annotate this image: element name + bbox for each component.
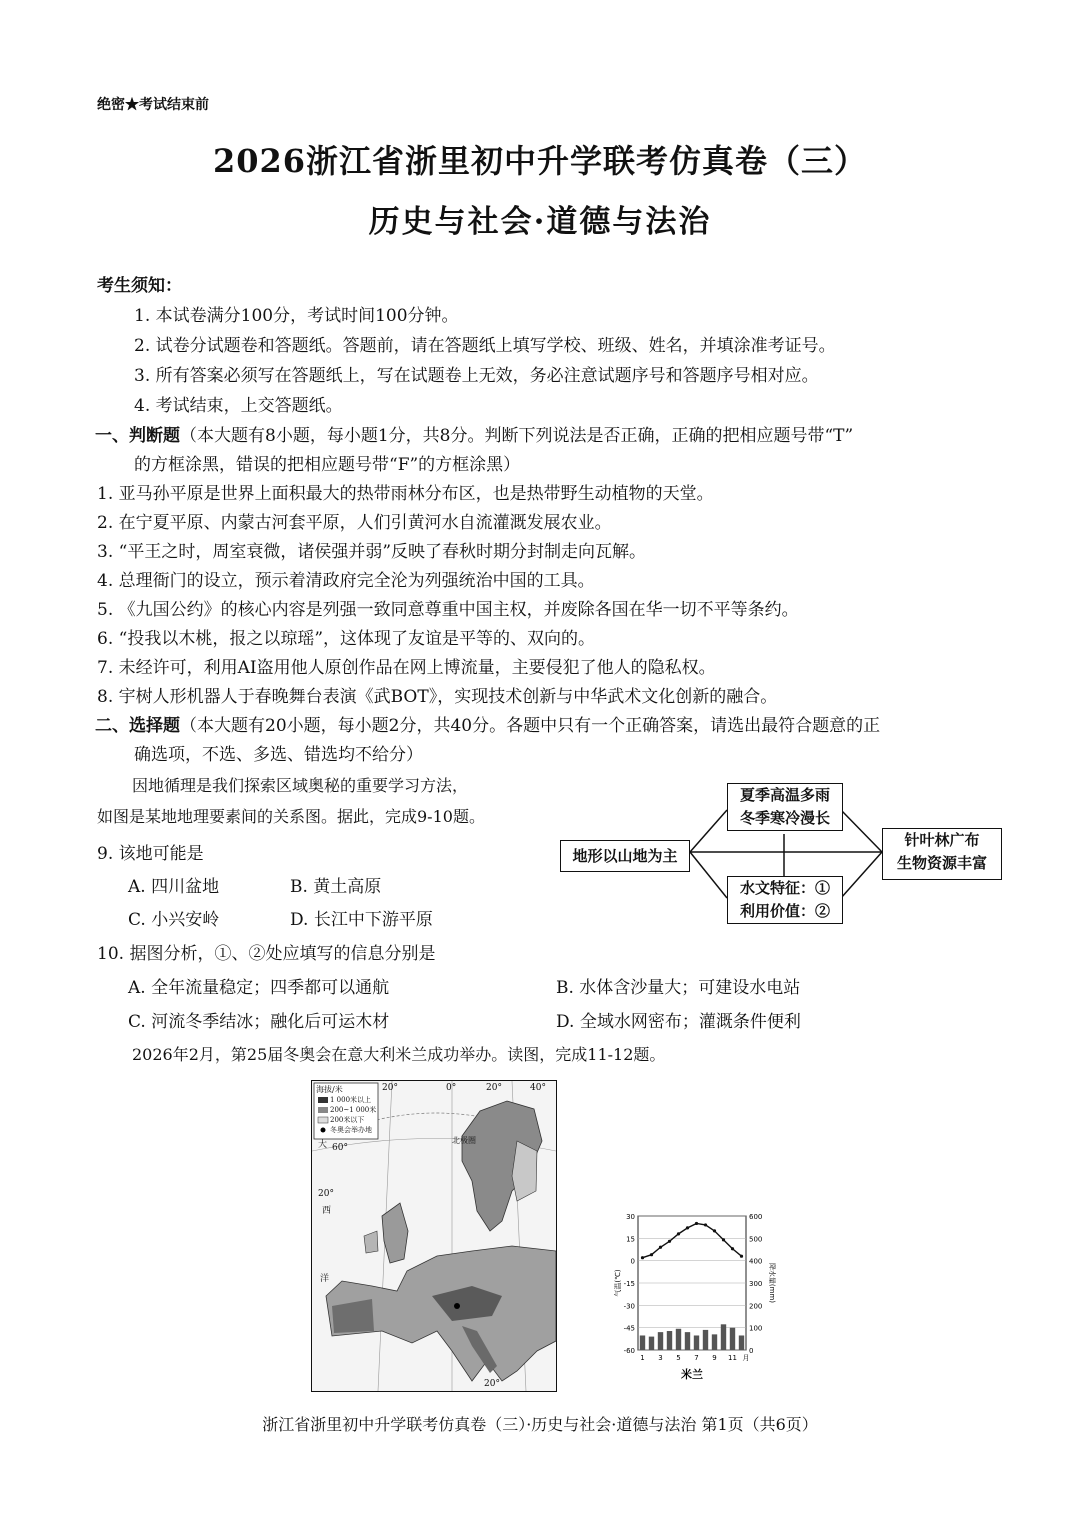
precip-bar xyxy=(703,1330,708,1350)
judge-item: 6. “投我以木桃，报之以琼瑶”，这体现了友谊是平等的、双向的。 xyxy=(97,629,596,649)
precip-bar xyxy=(721,1324,726,1350)
q9-option-b: B. 黄土高原 xyxy=(290,877,382,897)
precip-bar xyxy=(739,1335,744,1350)
diagram-climate-line: 夏季高温多雨 xyxy=(739,786,830,804)
temp-point xyxy=(668,1240,671,1243)
left-tick-label: 15 xyxy=(626,1235,635,1244)
diagram-climate-box xyxy=(727,783,843,831)
diagram-hydrology-box xyxy=(727,876,843,924)
page-footer: 浙江省浙里初中升学联考仿真卷（三）·历史与社会·道德与法治 第1页（共6页） xyxy=(262,1415,818,1434)
temp-point xyxy=(677,1232,680,1235)
right-tick-label: 0 xyxy=(749,1347,754,1355)
x-tick-label: 11 xyxy=(728,1354,737,1362)
map-lon-label: 20° xyxy=(486,1083,502,1093)
map-lat-label: 60° xyxy=(332,1143,348,1153)
y-axis-label-left: 气温(℃) xyxy=(614,1269,622,1297)
map-legend-item: 1 000米以上 xyxy=(330,1096,372,1104)
precip-bar xyxy=(658,1332,663,1350)
map-legend-item: 冬奥会举办地 xyxy=(330,1126,372,1134)
y-axis-label-right: 降水量(mm) xyxy=(768,1262,776,1304)
map-lon-label: 20° xyxy=(382,1083,398,1093)
exam-subject: 历史与社会·道德与法治 xyxy=(368,204,712,240)
x-tick-label: 5 xyxy=(676,1354,681,1362)
temp-point xyxy=(641,1256,644,1259)
left-tick-label: -30 xyxy=(623,1302,635,1311)
precip-bar xyxy=(640,1335,645,1350)
right-tick-label: 400 xyxy=(749,1257,763,1266)
q9-option-c: C. 小兴安岭 xyxy=(128,910,220,930)
q9-option-d: D. 长江中下游平原 xyxy=(290,910,433,930)
precip-bar xyxy=(712,1334,717,1350)
precip-bar xyxy=(649,1337,654,1350)
diagram-vegetation-line: 针叶林广布 xyxy=(904,831,980,849)
q9-intro-cont: 如图是某地地理要素间的关系图。据此，完成9-10题。 xyxy=(97,807,485,826)
map-ocean-label: 洋 xyxy=(320,1274,330,1284)
right-tick-label: 300 xyxy=(749,1280,763,1288)
judge-item: 2. 在宁夏平原、内蒙古河套平原，人们引黄河水自流灌溉发展农业。 xyxy=(97,513,612,533)
diagram-vegetation-box xyxy=(882,828,1002,880)
map-ocean-label: 西 xyxy=(322,1206,332,1216)
precip-bar xyxy=(685,1332,690,1350)
right-tick-label: 100 xyxy=(749,1324,763,1333)
precip-bar xyxy=(676,1329,681,1350)
diagram-climate-line: 冬季寒冷漫长 xyxy=(739,809,830,827)
confidential-mark: 绝密★考试结束前 xyxy=(97,97,209,113)
chart-title: 米兰 xyxy=(681,1368,703,1381)
diagram-hydrology-line: 利用价值：② xyxy=(739,902,830,920)
map-ocean-label: 大 xyxy=(318,1140,328,1150)
left-tick-label: 0 xyxy=(630,1257,635,1266)
temp-point xyxy=(650,1253,653,1256)
temp-point xyxy=(713,1229,716,1232)
temp-point xyxy=(740,1255,743,1258)
section1-header xyxy=(95,424,853,448)
notice-item: 3. 所有答案必须写在答题纸上，写在试题卷上无效，务必注意试题序号和答题序号相对应。 xyxy=(134,366,819,386)
notice-heading: 考生须知： xyxy=(97,276,182,296)
q11-intro: 2026年2月，第25届冬奥会在意大利米兰成功举办。读图，完成11-12题。 xyxy=(132,1045,666,1064)
notice-item: 2. 试卷分试题卷和答题纸。答题前，请在答题纸上填写学校、班级、姓名，并填涂准考证号。 xyxy=(134,336,836,356)
section1-desc: （本大题有8小题，每小题1分，共8分。判断下列说法是否正确，正确的把相应题号带“T” xyxy=(180,426,854,446)
map-lat-label: 20° xyxy=(318,1189,334,1199)
climate-chart-svg xyxy=(610,1208,780,1398)
section2-desc-cont: 确选项，不选、多选、错选均不给分） xyxy=(134,745,423,765)
map-lon-label: 40° xyxy=(530,1083,546,1093)
section2-desc: （本大题有20小题，每小题2分，共40分。各题中只有一个正确答案，请选出最符合题意的正 xyxy=(180,716,881,736)
milan-climate-chart xyxy=(610,1208,780,1398)
exam-title: 2026浙江省浙里初中升学联考仿真卷（三） xyxy=(212,142,868,180)
temp-point xyxy=(722,1238,725,1241)
q10-option-d: D. 全域水网密布；灌溉条件便利 xyxy=(556,1012,801,1032)
q9-intro: 因地循理是我们探索区域奥秘的重要学习方法， xyxy=(132,776,469,795)
map-arctic-circle: 北极圈 xyxy=(452,1136,476,1145)
diagram-hydrology-line: 水文特征：① xyxy=(739,879,830,897)
q10-option-a: A. 全年流量稳定；四季都可以通航 xyxy=(128,978,390,998)
section1-desc-cont: 的方框涂黑，错误的把相应题号带“F”的方框涂黑） xyxy=(134,455,521,475)
section1-heading: 一、判断题 xyxy=(95,426,180,446)
precip-bar xyxy=(730,1328,735,1350)
map-legend-item: 200米以下 xyxy=(330,1116,365,1124)
q10-option-b: B. 水体含沙量大；可建设水电站 xyxy=(556,978,801,998)
right-tick-label: 200 xyxy=(749,1302,763,1311)
section2-heading: 二、选择题 xyxy=(95,716,180,736)
judge-item: 7. 未经许可，利用AI盗用他人原创作品在网上博流量，主要侵犯了他人的隐私权。 xyxy=(97,658,716,678)
judge-item: 8. 宇树人形机器人于春晚舞台表演《武BOT》，实现技术创新与中华武术文化创新的融合。 xyxy=(97,687,778,707)
left-tick-label: -60 xyxy=(623,1347,635,1355)
precip-bar xyxy=(694,1335,699,1350)
temp-point xyxy=(686,1226,689,1229)
map-lon-label: 0° xyxy=(446,1083,457,1093)
temp-point xyxy=(695,1222,698,1225)
right-tick-label: 500 xyxy=(749,1235,763,1244)
x-tick-label: 9 xyxy=(712,1354,717,1362)
map-bottom-lon: 20° xyxy=(484,1379,500,1389)
left-tick-label: -15 xyxy=(623,1280,635,1288)
q10-option-c: C. 河流冬季结冰；融化后可运木材 xyxy=(128,1012,390,1032)
right-tick-label: 600 xyxy=(749,1213,763,1221)
precip-bar xyxy=(667,1331,672,1350)
notice-item: 1. 本试卷满分100分，考试时间100分钟。 xyxy=(134,306,459,326)
q9-option-a: A. 四川盆地 xyxy=(128,877,220,897)
x-tick-label: 7 xyxy=(694,1354,699,1362)
map-legend-item: 200~1 000米 xyxy=(330,1106,377,1114)
left-tick-label: -45 xyxy=(623,1324,635,1333)
map-legend-title: 海拔/米 xyxy=(316,1085,343,1094)
temp-point xyxy=(704,1223,707,1226)
judge-item: 1. 亚马孙平原是世界上面积最大的热带雨林分布区，也是热带野生动植物的天堂。 xyxy=(97,484,714,504)
notice-item: 4. 考试结束，上交答题纸。 xyxy=(134,396,343,416)
milan-marker xyxy=(454,1303,460,1309)
europe-map xyxy=(311,1080,557,1392)
left-tick-label: 30 xyxy=(626,1213,635,1221)
judge-item: 5. 《九国公约》的核心内容是列强一致同意尊重中国主权，并废除各国在华一切不平等条约。 xyxy=(97,600,799,620)
judge-item: 3. “平王之时，周室衰微，诸侯强并弱”反映了春秋时期分封制走向瓦解。 xyxy=(97,542,647,562)
x-tick-label: 月 xyxy=(742,1354,750,1362)
section2-header xyxy=(95,714,880,738)
diagram-terrain-box: 地形以山地为主 xyxy=(560,840,690,872)
q10-stem: 10. 据图分析，①、②处应填写的信息分别是 xyxy=(97,944,436,964)
temp-point xyxy=(659,1246,662,1249)
diagram-vegetation-line: 生物资源丰富 xyxy=(896,854,987,872)
x-tick-label: 3 xyxy=(658,1354,663,1362)
judge-item: 4. 总理衙门的设立，预示着清政府完全沦为列强统治中国的工具。 xyxy=(97,571,595,591)
temp-point xyxy=(731,1247,734,1250)
x-tick-label: 1 xyxy=(640,1354,645,1362)
q9-stem: 9. 该地可能是 xyxy=(97,844,204,864)
